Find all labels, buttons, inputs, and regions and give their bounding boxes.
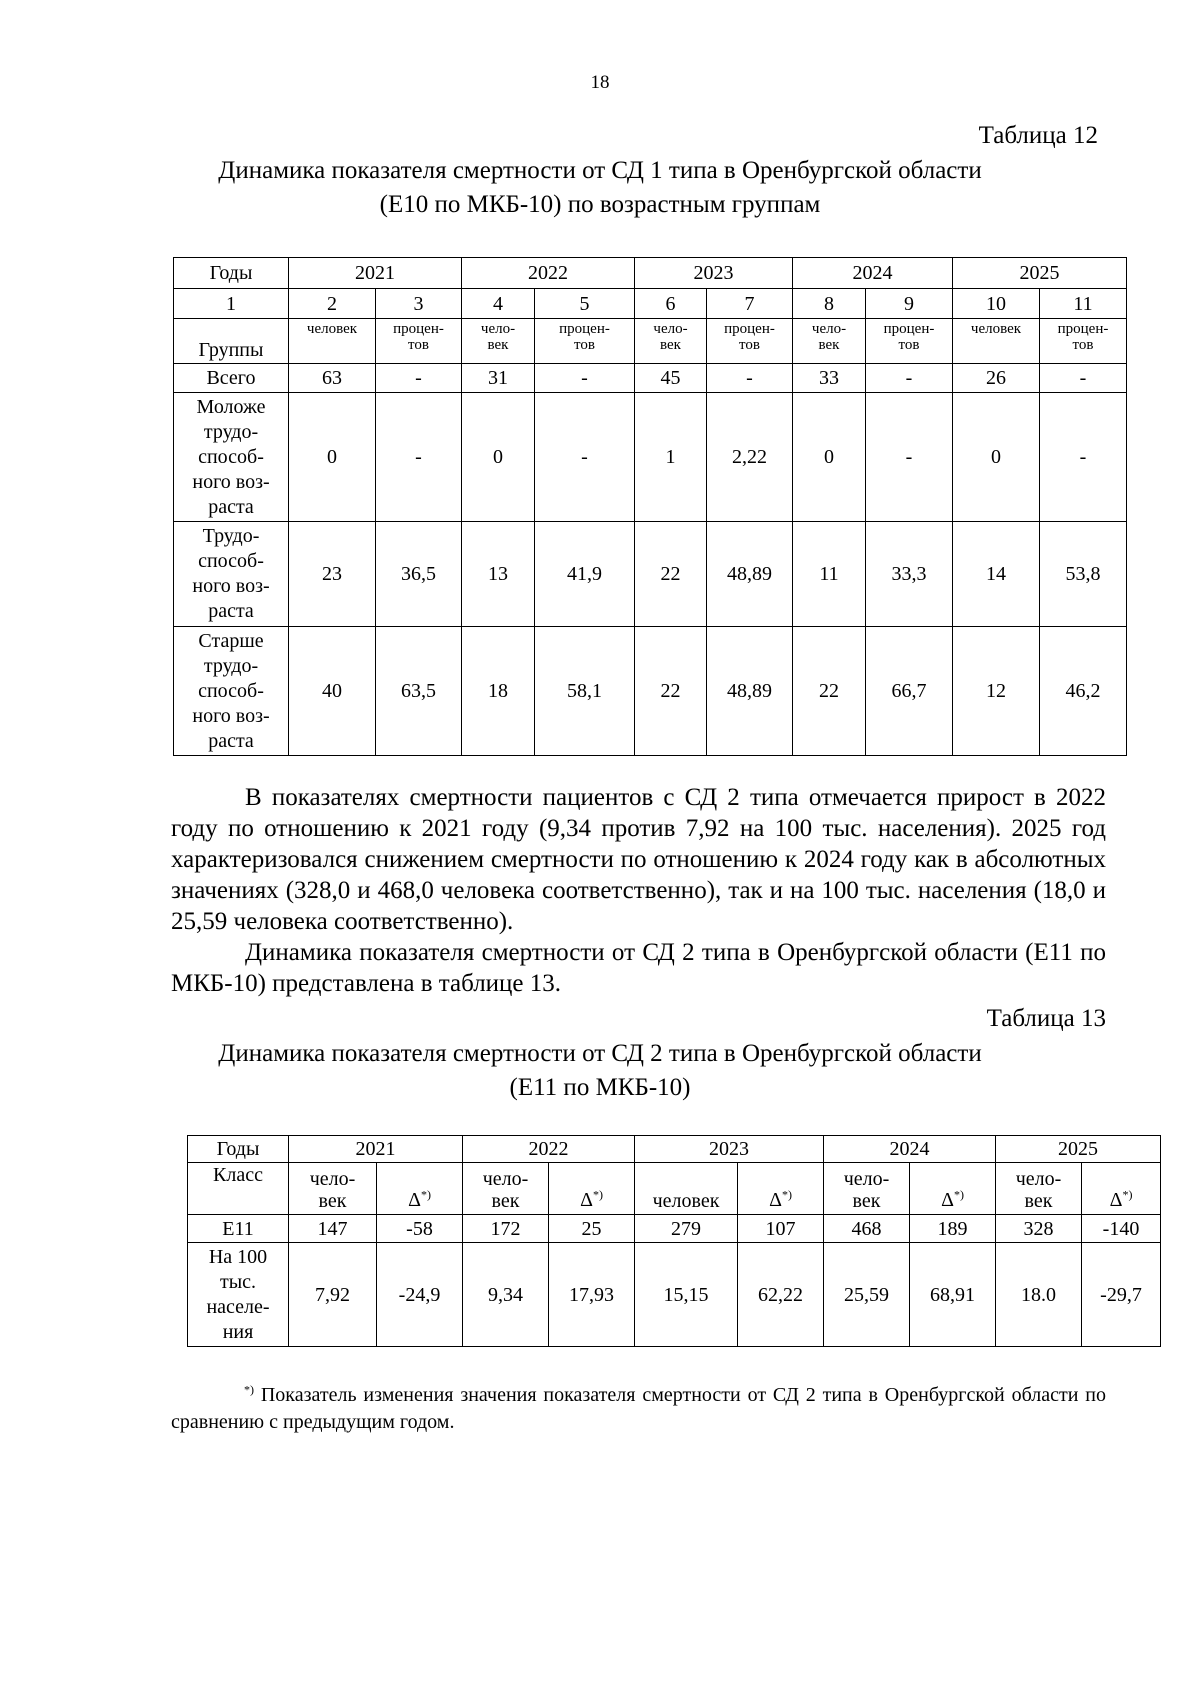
column-number: 6 [635,289,707,319]
footnote-marker: *) [781,1187,792,1202]
table-row [174,522,1127,627]
table-cell: 53,8 [1040,522,1127,627]
table-13 [187,1135,1161,1347]
table-cell: 48,89 [707,627,793,756]
table-cell: - [707,364,793,393]
table-cell: - [535,364,635,393]
paragraph: Динамика показателя смертности от СД 2 типа в Оренбургской области (Е11 по МКБ-10) представлена в таблице 13. [171,939,1106,997]
table-cell: 0 [793,393,866,522]
column-number: 1 [174,289,289,319]
table-cell: 36,5 [376,522,462,627]
year-header: 2025 [953,258,1127,289]
unit-header: процен- тов [866,319,953,364]
delta-symbol: Δ [769,1189,782,1211]
table-cell: 68,91 [910,1243,996,1347]
table-cell: - [376,364,462,393]
delta-header [549,1163,635,1215]
footnote-marker: *) [420,1187,431,1202]
table-12-label: Таблица 12 [978,122,1098,149]
row-label: Е11 [188,1215,289,1243]
class-header: Класс [188,1163,289,1215]
table-cell: 18 [462,627,535,756]
table-cell: 31 [462,364,535,393]
table-cell: 468 [824,1215,910,1243]
year-header: 2021 [289,258,462,289]
table-cell: 11 [793,522,866,627]
table-cell: 107 [738,1215,824,1243]
table-12-column-numbers-row [174,289,1127,319]
unit-header: чело- век [793,319,866,364]
table-row [174,393,1127,522]
groups-header: Группы [174,319,289,364]
table-cell: 66,7 [866,627,953,756]
table-cell: 15,15 [635,1243,738,1347]
table-cell: -29,7 [1082,1243,1161,1347]
table-cell: 14 [953,522,1040,627]
table-12-title-line1: Динамика показателя смертности от СД 1 типа в Оренбургской области [218,157,982,184]
year-header: 2023 [635,1136,824,1163]
table-cell: 33,3 [866,522,953,627]
unit-header: процен- тов [535,319,635,364]
year-header: 2024 [793,258,953,289]
table-13-label: Таблица 13 [986,1005,1106,1032]
table-cell: 13 [462,522,535,627]
delta-header [1082,1163,1161,1215]
table-cell: 23 [289,522,376,627]
table-12-years-row [174,258,1127,289]
table-cell: - [1040,393,1127,522]
table-13-title-line1: Динамика показателя смертности от СД 2 типа в Оренбургской области [218,1040,982,1067]
paragraph: В показателях смертности пациентов с СД 2 типа отмечается прирост в 2022 году по отношению к 2021 году (9,34 против 7,92 на 100 тыс. населения). 2025 год характеризовался снижением смертности по отношению к 2024 году как в абсолютных значениях (328,0 и 468,0 человека соответственно), так и на 100 тыс. населения (18,0 и 25,59 человека соответственно). [171,784,1106,935]
table-cell: -24,9 [377,1243,463,1347]
footnote-text: Показатель изменения значения показателя смертности от СД 2 типа в Оренбургской области по сравнению с предыдущим годом. [171,1384,1106,1433]
table-cell: 41,9 [535,522,635,627]
year-header: 2022 [463,1136,635,1163]
table-cell: 22 [635,627,707,756]
table-cell: -58 [377,1215,463,1243]
footnote [171,1382,1106,1436]
table-cell: - [535,393,635,522]
table-cell: -140 [1082,1215,1161,1243]
years-header: Годы [188,1136,289,1163]
table-cell: 26 [953,364,1040,393]
row-label: На 100 тыс. населе- ния [188,1243,289,1347]
column-number: 5 [535,289,635,319]
table-cell: 63,5 [376,627,462,756]
year-header: 2022 [462,258,635,289]
table-cell: 0 [953,393,1040,522]
column-number: 7 [707,289,793,319]
table-cell: 46,2 [1040,627,1127,756]
delta-header [910,1163,996,1215]
table-row [174,627,1127,756]
year-header: 2021 [289,1136,463,1163]
column-number: 10 [953,289,1040,319]
table-cell: - [866,364,953,393]
table-row [188,1243,1161,1347]
delta-symbol: Δ [580,1189,593,1211]
table-cell: 25,59 [824,1243,910,1347]
column-number: 8 [793,289,866,319]
table-13-units-row [188,1163,1161,1215]
table-cell: 58,1 [535,627,635,756]
table-cell: - [376,393,462,522]
table-cell: 22 [793,627,866,756]
table-cell: - [866,393,953,522]
table-cell: 48,89 [707,522,793,627]
table-cell: 62,22 [738,1243,824,1347]
table-cell: 0 [289,393,376,522]
table-12-title-line2: (Е10 по МКБ-10) по возрастным группам [379,191,821,218]
table-13-years-row [188,1136,1161,1163]
table-12 [173,257,1127,756]
unit-header: человек [953,319,1040,364]
unit-header: чело- век [824,1163,910,1215]
unit-header: процен- тов [376,319,462,364]
page-number: 18 [590,72,610,93]
delta-symbol: Δ [941,1189,954,1211]
table-cell: 12 [953,627,1040,756]
delta-symbol: Δ [1109,1189,1123,1211]
unit-header: человек [635,1163,738,1215]
table-cell: 189 [910,1215,996,1243]
unit-header: процен- тов [707,319,793,364]
table-cell: 279 [635,1215,738,1243]
unit-header: процен- тов [1040,319,1127,364]
table-cell: 45 [635,364,707,393]
column-number: 4 [462,289,535,319]
year-header: 2024 [824,1136,996,1163]
unit-header: чело- век [996,1163,1082,1215]
table-cell: 25 [549,1215,635,1243]
unit-header: человек [289,319,376,364]
column-number: 9 [866,289,953,319]
footnote-marker: *) [592,1187,603,1202]
table-cell: 22 [635,522,707,627]
footnote-marker: *) [244,1382,254,1397]
table-cell: 172 [463,1215,549,1243]
table-cell: 1 [635,393,707,522]
row-label: Трудо- способ- ного воз- раста [174,522,289,627]
table-cell: 2,22 [707,393,793,522]
row-label: Всего [174,364,289,393]
row-label: Моложе трудо- способ- ного воз- раста [174,393,289,522]
table-cell: 63 [289,364,376,393]
delta-header [377,1163,463,1215]
table-cell: 328 [996,1215,1082,1243]
footnote-paragraph [171,1382,1106,1436]
table-cell: 7,92 [289,1243,377,1347]
table-cell: 17,93 [549,1243,635,1347]
table-13-title-line2: (Е11 по МКБ-10) [509,1074,691,1101]
delta-symbol: Δ [408,1189,421,1211]
table-cell: 18.0 [996,1243,1082,1347]
table-cell: 0 [462,393,535,522]
footnote-marker: *) [953,1187,964,1202]
unit-header: чело- век [463,1163,549,1215]
unit-header: чело- век [635,319,707,364]
footnote-marker: *) [1122,1187,1133,1202]
table-cell: 147 [289,1215,377,1243]
table-cell: 40 [289,627,376,756]
table-cell: 9,34 [463,1243,549,1347]
unit-header: чело- век [462,319,535,364]
column-number: 11 [1040,289,1127,319]
table-row [174,364,1127,393]
table-12-units-row [174,319,1127,364]
table-row [188,1215,1161,1243]
column-number: 3 [376,289,462,319]
body-text [171,782,1106,999]
table-cell: 33 [793,364,866,393]
column-number: 2 [289,289,376,319]
delta-header [738,1163,824,1215]
unit-header: чело- век [289,1163,377,1215]
year-header: 2023 [635,258,793,289]
year-header: 2025 [996,1136,1161,1163]
row-label: Старше трудо- способ- ного воз- раста [174,627,289,756]
years-header: Годы [174,258,289,289]
table-cell: - [1040,364,1127,393]
